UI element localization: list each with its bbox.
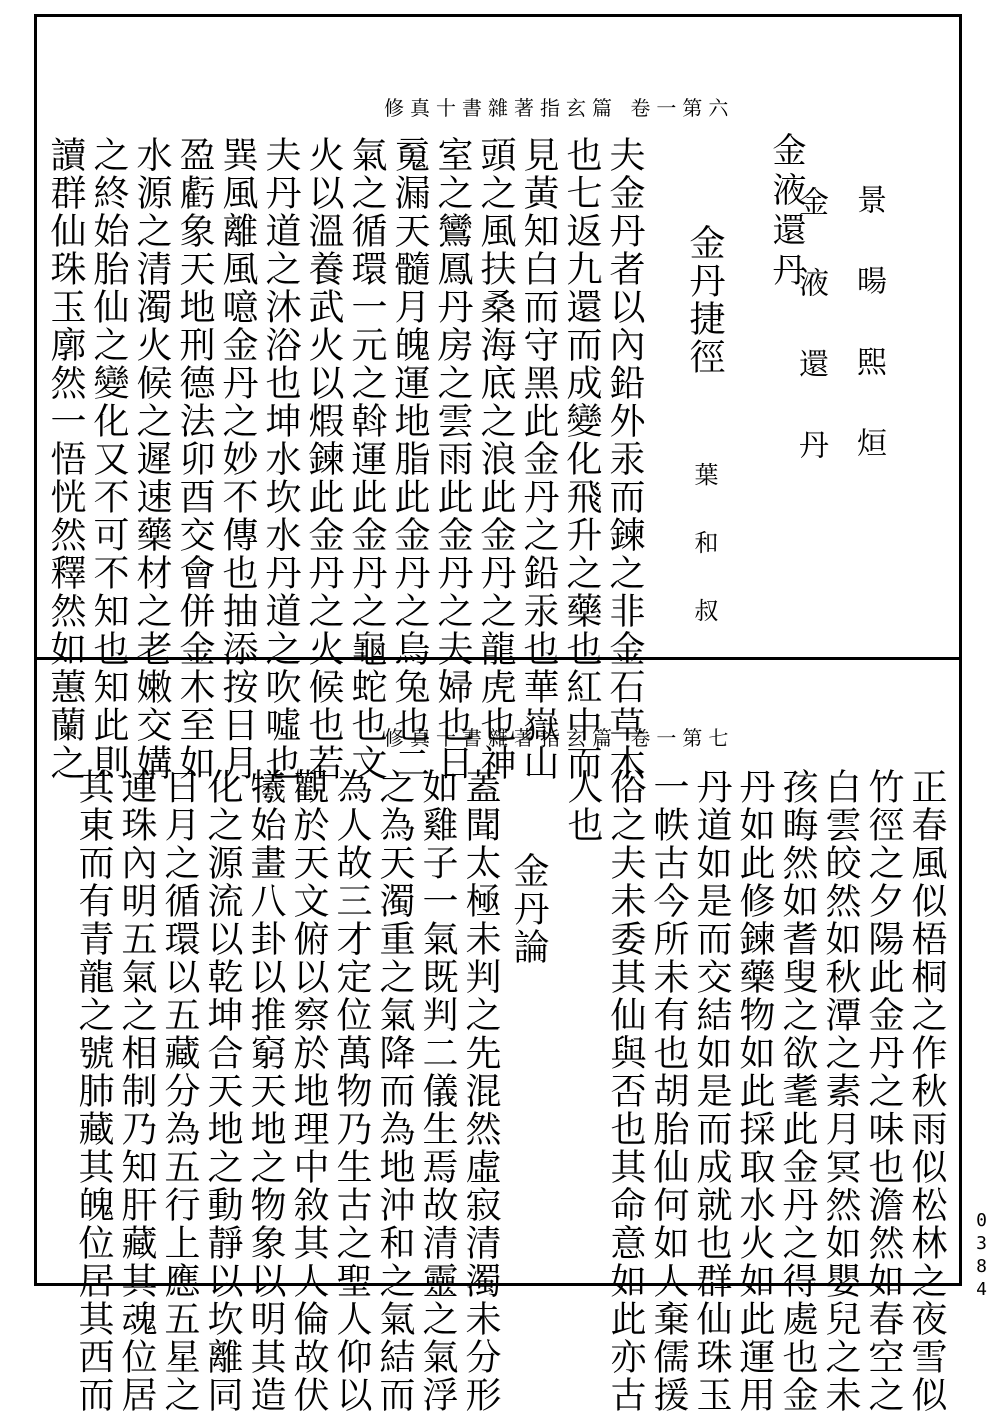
top-text-column: 見黃知白而守黑此金丹之鉛汞也華嶽山	[518, 136, 559, 782]
top-running-header: 修真十書雜著指玄篇 卷一第六	[384, 96, 735, 120]
bottom-text-column: 一帙古今所未有也胡胎仙何如人棄儒援	[648, 768, 689, 1414]
top-text-column: 也七返九還而成變化飛升之藥也紅中而	[561, 136, 602, 782]
bottom-text-column: 蓋聞太極未判之先混然虛寂清濁未分形	[460, 768, 501, 1414]
top-subtitle: 金丹捷徑	[684, 224, 725, 376]
bottom-text-column: 正春風似梧桐之作秋雨似松林之夜雪似	[906, 768, 947, 1414]
top-text-column: 頭之風扶桑海底之浪此金丹之龍虎也神	[475, 136, 516, 782]
bottom-text-column: 為人故三才定位萬物乃生古之聖人仰以	[331, 768, 372, 1414]
top-text-column: 之終始胎仙之變化又不可不知也知此則	[88, 136, 129, 782]
top-title-annotation: 景 暘 𤋮 烜	[851, 184, 886, 465]
bottom-text-column: 俗之夫未委其仙與否也其命意如此亦古	[605, 768, 646, 1414]
top-text-column: 䰟漏天髓月魄運地脂此金丹之烏兔也二	[389, 136, 430, 782]
bottom-text-column: 白雲皎然如秋潭之素月冥然如嬰兒之未	[820, 768, 861, 1414]
bottom-text-column: 化之源流以乾坤合天地之動靜以坎離同	[202, 768, 243, 1414]
top-text-column: 室之鸞鳳丹房之雲雨此金丹之夫婦也日	[432, 136, 473, 782]
bottom-text-column: 竹徑之夕陽此金丹之味也澹然如春空之	[863, 768, 904, 1414]
bottom-text-column: 人也	[562, 768, 603, 844]
bottom-text-column: 之為天濁重之氣降而為地沖和之氣結而	[374, 768, 415, 1414]
bottom-running-header: 修真十書雜著指玄篇 卷一第七	[384, 726, 735, 750]
top-text-column: 夫金丹者以內鉛外汞而鍊之非金石草木	[604, 136, 645, 782]
bottom-text-column: 丹道如是而交結如是而成就也群仙珠玉	[691, 768, 732, 1414]
top-text-column: 水源之清濁火候之遲速藥材之老嫩交媾	[131, 136, 172, 782]
bottom-text-column: 觀於天文俯以察於地理中敘其人倫故伏	[288, 768, 329, 1414]
bottom-text-column: 犧始畫八卦以推窮天地之物象以明其造	[245, 768, 286, 1414]
bottom-text-column: 日月之循環以五藏分為五行上應五星之	[159, 768, 200, 1414]
bottom-text-column: 丹如此修鍊藥物如此採取水火如此運用	[734, 768, 775, 1414]
bottom-text-column: 連珠內明五氣之相制乃知肝藏其魂位居	[116, 768, 157, 1414]
top-title-repeat: 金 液 還 丹	[793, 186, 828, 467]
top-author: 葉 和 叔	[690, 462, 718, 630]
bottom-subtitle: 金丹論	[508, 852, 549, 966]
top-text-column: 夫丹道之沐浴也坤水坎水丹道之吹噓也	[260, 136, 301, 782]
bottom-text-column: 其東而有青龍之號肺藏其魄位居其西而	[73, 768, 114, 1414]
top-text-column: 讀群仙珠玉廓然一悟恍然釋然如蕙蘭之	[45, 136, 86, 782]
bottom-text-column: 孩晦然如耆叟之欲耄此金丹之得處也金	[777, 768, 818, 1414]
top-text-column: 巽風離風噫金丹之妙不傳也抽添按日月	[217, 136, 258, 782]
top-text-column: 火以溫養武火以煆鍊此金丹之火候也若	[303, 136, 344, 782]
top-main-title: 金液還丹	[766, 132, 806, 292]
bottom-text-column: 如雞子一氣既判二儀生焉故清靈之氣浮	[417, 768, 458, 1414]
top-text-column: 盈虧象天地刑德法卯酉交會併金木至如	[174, 136, 215, 782]
top-text-column: 氣之循環一元之斡運此金丹之龜蛇也文	[346, 136, 387, 782]
page-number: 0384	[971, 1210, 992, 1302]
